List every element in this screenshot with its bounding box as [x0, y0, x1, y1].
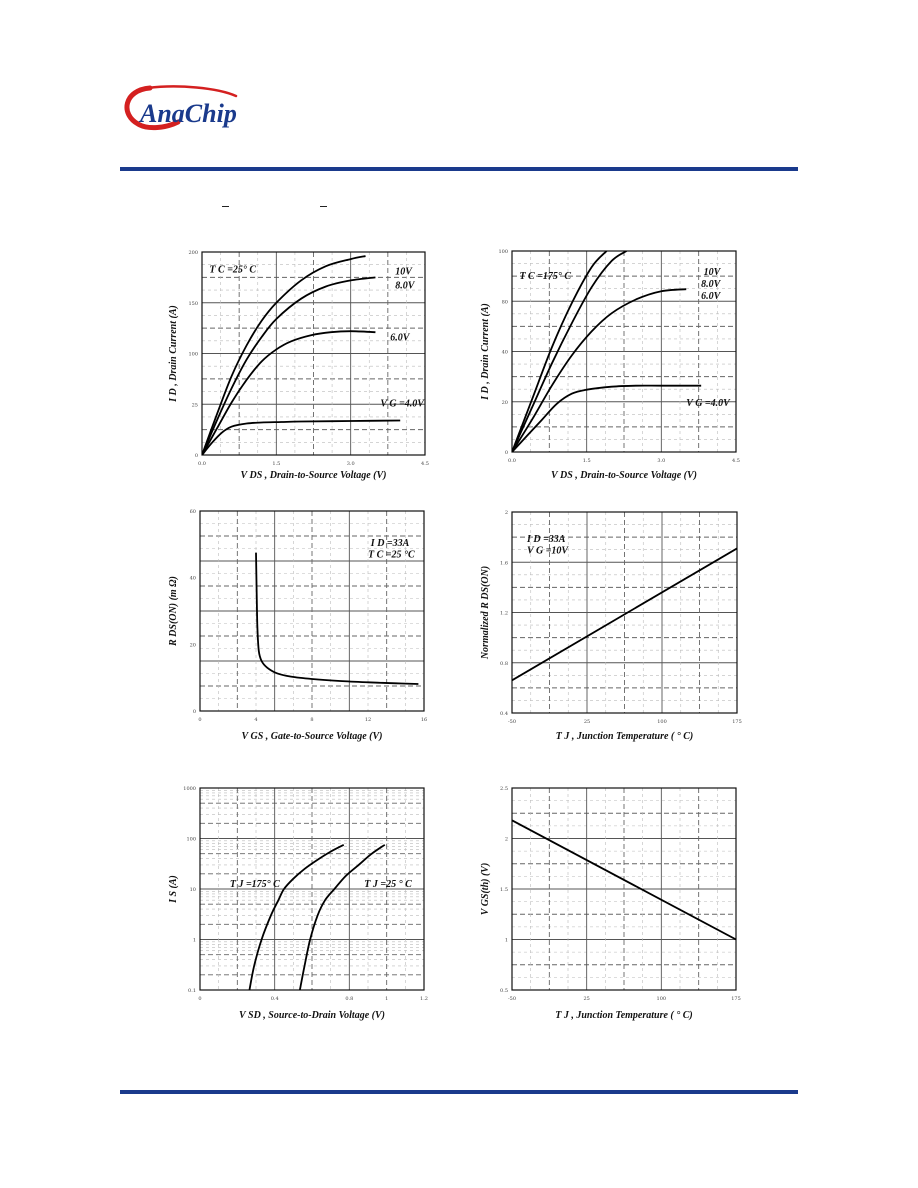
fig2-ylabel: I D , Drain Current (A)	[480, 303, 491, 400]
chart-fig5	[166, 780, 436, 1025]
fig4-xlabel: T J , Junction Temperature ( ° C)	[555, 731, 694, 742]
fig3-xlabel: V GS , Gate-to-Source Voltage (V)	[241, 731, 383, 742]
fig1-ytick: 200	[188, 250, 198, 256]
fig2-annotation: 10V	[703, 267, 721, 279]
fig3-ytick: 60	[189, 509, 196, 515]
fig2-annotation: 8.0V	[701, 279, 721, 291]
fig2-series-line	[512, 386, 701, 452]
fig5-ytick: 10	[189, 887, 196, 893]
logo-wordmark: AnaChip	[140, 99, 237, 128]
fig3-xtick: 0	[198, 717, 202, 723]
fig2-ytick: 20	[501, 399, 508, 406]
fig3-ytick: 20	[189, 642, 196, 649]
fig2-xtick: 1.5	[582, 458, 591, 464]
fig3-series-line	[256, 553, 418, 684]
fig1-xlabel: V DS , Drain-to-Source Voltage (V)	[240, 470, 387, 481]
fig6-xtick: -50	[507, 996, 517, 1002]
underline-mark-1	[222, 206, 229, 207]
fig2-xtick: 0.0	[508, 458, 516, 464]
fig1-series-line	[202, 256, 366, 455]
fig1-xtick: 4.5	[421, 461, 429, 467]
fig5-ytick: 0.1	[188, 988, 196, 994]
chart-fig4	[478, 505, 748, 745]
fig1-ytick: 150	[188, 300, 198, 307]
underline-mark-2	[320, 206, 327, 207]
fig5-ytick: 1000	[183, 786, 196, 792]
fig1-annotation: V G =4.0V	[380, 398, 424, 410]
fig1-ytick: 100	[188, 351, 198, 358]
fig2-annotation: T C =175° C	[519, 271, 572, 283]
fig5-ylabel: I S (A)	[168, 875, 179, 903]
fig5-ytick: 100	[186, 836, 196, 843]
fig5-annotation: T J =175° C	[229, 878, 280, 890]
fig6-ylabel: V GS(th) (V)	[480, 862, 491, 916]
fig6-xtick: 25	[583, 996, 590, 1002]
fig2-ytick: 100	[498, 249, 508, 255]
fig1-annotation: 6.0V	[390, 332, 410, 344]
fig2-xtick: 4.5	[732, 458, 740, 464]
fig3-annotation: T C =25 °C	[368, 549, 415, 561]
fig1-grid	[202, 252, 425, 455]
chart-fig6	[478, 780, 748, 1025]
fig4-ytick: 1.2	[500, 610, 508, 617]
fig4-annotation: V G =10V	[527, 545, 569, 557]
fig3-ytick: 40	[189, 575, 196, 582]
fig3-annotation: I D =33A	[370, 538, 410, 549]
fig1-xtick: 0.0	[198, 461, 206, 467]
fig4-xtick: 175	[732, 719, 742, 725]
fig6-ytick: 0.5	[500, 988, 508, 994]
fig4-ytick: 0.4	[500, 711, 508, 717]
fig5-xlabel: V SD , Source-to-Drain Voltage (V)	[239, 1010, 385, 1021]
fig1-ytick: 0	[194, 453, 198, 459]
fig5-series-line	[249, 845, 343, 990]
fig3-ytick: 0	[192, 709, 196, 715]
fig2-xtick: 3.0	[657, 458, 666, 464]
fig3-xtick: 4	[254, 717, 258, 723]
fig4-annotation: I D =33A	[527, 534, 566, 546]
fig2-annotation: 6.0V	[701, 291, 721, 303]
fig1-annotation: 8.0V	[395, 280, 415, 292]
fig2-ytick: 40	[501, 349, 508, 356]
fig2-xlabel: V DS , Drain-to-Source Voltage (V)	[551, 470, 697, 481]
fig3-xtick: 12	[364, 717, 372, 723]
fig1-xtick: 1.5	[272, 461, 281, 467]
fig1-series-line	[202, 420, 400, 455]
fig5-xtick: 1.2	[420, 996, 428, 1002]
fig4-ylabel: Normalized R DS(ON)	[480, 565, 491, 660]
fig4-ytick: 2	[504, 510, 508, 516]
fig5-xtick: 0	[198, 996, 202, 1002]
fig3-ylabel: R DS(ON) (m Ω)	[168, 576, 179, 646]
fig5-annotation: T J =25 ° C	[364, 878, 412, 890]
fig1-ylabel: I D , Drain Current (A)	[168, 305, 179, 402]
fig2-ytick: 0	[504, 450, 508, 456]
fig1-xtick: 3.0	[346, 461, 355, 467]
fig2-annotation: V G =4.0V	[686, 397, 730, 409]
fig3-xtick: 16	[420, 717, 428, 723]
fig1-annotation: 10V	[395, 266, 412, 278]
fig5-xtick: 1	[385, 996, 389, 1002]
fig4-xtick: 100	[657, 719, 667, 725]
fig4-ytick: 1.6	[500, 560, 508, 567]
fig3-xtick: 8	[310, 717, 314, 723]
fig5-ytick: 1	[192, 937, 196, 944]
fig4-xtick: -50	[507, 719, 517, 725]
chart-fig2	[478, 244, 748, 484]
fig6-ytick: 2.5	[500, 786, 508, 792]
fig2-ytick: 80	[501, 299, 508, 306]
fig6-ytick: 1	[504, 937, 508, 944]
fig4-ytick: 0.8	[500, 660, 508, 667]
footer-rule	[120, 1090, 798, 1094]
fig5-series-line	[300, 845, 385, 990]
fig6-xtick: 175	[731, 996, 741, 1002]
fig1-series-line	[202, 331, 375, 455]
fig6-ytick: 1.5	[500, 887, 508, 893]
fig1-annotation: T C =25° C	[209, 264, 257, 276]
fig5-xtick: 0.8	[345, 996, 354, 1002]
fig6-ytick: 2	[504, 836, 508, 843]
header-rule	[120, 167, 798, 171]
anachip-logo	[118, 80, 268, 142]
fig1-ytick: 25	[191, 402, 198, 409]
fig6-grid	[512, 788, 736, 990]
fig6-xlabel: T J , Junction Temperature ( ° C)	[555, 1010, 693, 1021]
fig6-xtick: 100	[656, 996, 667, 1002]
chart-fig3	[166, 505, 436, 745]
fig4-xtick: 25	[583, 719, 591, 725]
fig5-xtick: 0.4	[270, 996, 279, 1002]
chart-fig1	[166, 244, 436, 484]
